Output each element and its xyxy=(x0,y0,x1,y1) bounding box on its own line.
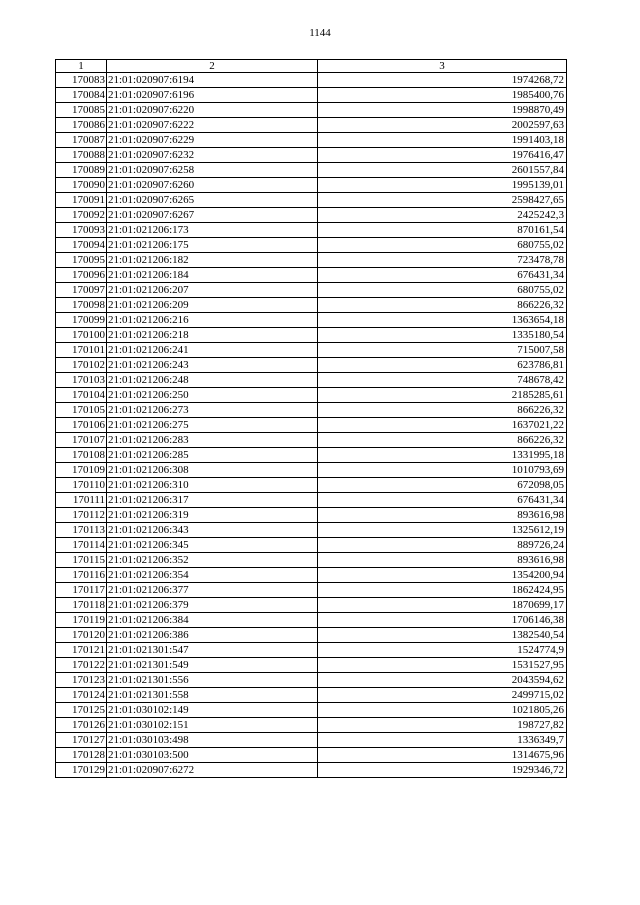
table-row xyxy=(56,358,567,373)
table-row xyxy=(56,673,567,688)
cadastral-number-cell: 21:01:021206:310 xyxy=(107,478,318,493)
row-number-cell: 170125 xyxy=(56,703,107,718)
value-cell: 1985400,76 xyxy=(318,88,567,103)
cadastral-number-cell: 21:01:030102:149 xyxy=(107,703,318,718)
cadastral-number-cell: 21:01:021301:547 xyxy=(107,643,318,658)
value-cell: 866226,32 xyxy=(318,298,567,313)
value-cell: 672098,05 xyxy=(318,478,567,493)
table-row xyxy=(56,118,567,133)
value-cell: 2043594,62 xyxy=(318,673,567,688)
row-number-cell: 170113 xyxy=(56,523,107,538)
cadastral-number-cell: 21:01:021206:319 xyxy=(107,508,318,523)
cadastral-number-cell: 21:01:030103:498 xyxy=(107,733,318,748)
row-number-cell: 170119 xyxy=(56,613,107,628)
cadastral-number-cell: 21:01:021206:343 xyxy=(107,523,318,538)
row-number-cell: 170098 xyxy=(56,298,107,313)
table-row xyxy=(56,643,567,658)
row-number-cell: 170121 xyxy=(56,643,107,658)
table-row xyxy=(56,523,567,538)
row-number-cell: 170100 xyxy=(56,328,107,343)
value-cell: 1325612,19 xyxy=(318,523,567,538)
value-cell: 1998870,49 xyxy=(318,103,567,118)
column-header-3: 3 xyxy=(318,60,567,73)
row-number-cell: 170118 xyxy=(56,598,107,613)
cadastral-number-cell: 21:01:020907:6260 xyxy=(107,178,318,193)
value-cell: 748678,42 xyxy=(318,373,567,388)
row-number-cell: 170086 xyxy=(56,118,107,133)
table-row xyxy=(56,688,567,703)
table-row xyxy=(56,253,567,268)
row-number-cell: 170085 xyxy=(56,103,107,118)
cadastral-number-cell: 21:01:021301:549 xyxy=(107,658,318,673)
cadastral-number-cell: 21:01:021206:243 xyxy=(107,358,318,373)
table-row xyxy=(56,103,567,118)
table-row xyxy=(56,73,567,88)
row-number-cell: 170094 xyxy=(56,238,107,253)
table-row xyxy=(56,403,567,418)
value-cell: 623786,81 xyxy=(318,358,567,373)
cadastral-number-cell: 21:01:021206:173 xyxy=(107,223,318,238)
table-row xyxy=(56,388,567,403)
row-number-cell: 170097 xyxy=(56,283,107,298)
row-number-cell: 170101 xyxy=(56,343,107,358)
table-body xyxy=(56,73,567,778)
cadastral-number-cell: 21:01:020907:6272 xyxy=(107,763,318,778)
cadastral-number-cell: 21:01:021206:207 xyxy=(107,283,318,298)
value-cell: 866226,32 xyxy=(318,403,567,418)
cadastral-number-cell: 21:01:021206:345 xyxy=(107,538,318,553)
value-cell: 1021805,26 xyxy=(318,703,567,718)
table-row xyxy=(56,628,567,643)
table-row xyxy=(56,703,567,718)
row-number-cell: 170105 xyxy=(56,403,107,418)
cadastral-number-cell: 21:01:021206:241 xyxy=(107,343,318,358)
row-number-cell: 170108 xyxy=(56,448,107,463)
cadastral-number-cell: 21:01:021206:386 xyxy=(107,628,318,643)
cadastral-number-cell: 21:01:021206:216 xyxy=(107,313,318,328)
row-number-cell: 170116 xyxy=(56,568,107,583)
table-row xyxy=(56,718,567,733)
value-cell: 893616,98 xyxy=(318,553,567,568)
value-cell: 2598427,65 xyxy=(318,193,567,208)
table-row xyxy=(56,343,567,358)
cadastral-number-cell: 21:01:021206:317 xyxy=(107,493,318,508)
value-cell: 198727,82 xyxy=(318,718,567,733)
cadastral-number-cell: 21:01:021206:377 xyxy=(107,583,318,598)
value-cell: 715007,58 xyxy=(318,343,567,358)
value-cell: 1336349,7 xyxy=(318,733,567,748)
cadastral-number-cell: 21:01:021206:250 xyxy=(107,388,318,403)
value-cell: 1331995,18 xyxy=(318,448,567,463)
table-row xyxy=(56,313,567,328)
table-row xyxy=(56,658,567,673)
cadastral-number-cell: 21:01:021301:556 xyxy=(107,673,318,688)
table-row xyxy=(56,223,567,238)
table-row xyxy=(56,583,567,598)
table-row xyxy=(56,493,567,508)
table-header-row xyxy=(56,60,567,73)
cadastral-number-cell: 21:01:021206:308 xyxy=(107,463,318,478)
value-cell: 2499715,02 xyxy=(318,688,567,703)
value-cell: 1531527,95 xyxy=(318,658,567,673)
table-row xyxy=(56,763,567,778)
table-row xyxy=(56,88,567,103)
table-row xyxy=(56,553,567,568)
row-number-cell: 170089 xyxy=(56,163,107,178)
table-row xyxy=(56,478,567,493)
value-cell: 2601557,84 xyxy=(318,163,567,178)
row-number-cell: 170090 xyxy=(56,178,107,193)
cadastral-number-cell: 21:01:020907:6222 xyxy=(107,118,318,133)
cadastral-number-cell: 21:01:021206:384 xyxy=(107,613,318,628)
table-row xyxy=(56,538,567,553)
row-number-cell: 170126 xyxy=(56,718,107,733)
table-row xyxy=(56,283,567,298)
table-row xyxy=(56,208,567,223)
row-number-cell: 170109 xyxy=(56,463,107,478)
row-number-cell: 170102 xyxy=(56,358,107,373)
cadastral-number-cell: 21:01:021206:283 xyxy=(107,433,318,448)
row-number-cell: 170103 xyxy=(56,373,107,388)
row-number-cell: 170114 xyxy=(56,538,107,553)
cadastral-number-cell: 21:01:021206:248 xyxy=(107,373,318,388)
row-number-cell: 170115 xyxy=(56,553,107,568)
value-cell: 870161,54 xyxy=(318,223,567,238)
table-row xyxy=(56,733,567,748)
table-row xyxy=(56,238,567,253)
row-number-cell: 170088 xyxy=(56,148,107,163)
value-cell: 1995139,01 xyxy=(318,178,567,193)
value-cell: 1991403,18 xyxy=(318,133,567,148)
cadastral-number-cell: 21:01:021206:175 xyxy=(107,238,318,253)
row-number-cell: 170099 xyxy=(56,313,107,328)
table-row xyxy=(56,193,567,208)
value-cell: 1974268,72 xyxy=(318,73,567,88)
value-cell: 866226,32 xyxy=(318,433,567,448)
row-number-cell: 170092 xyxy=(56,208,107,223)
table-row xyxy=(56,328,567,343)
row-number-cell: 170110 xyxy=(56,478,107,493)
row-number-cell: 170084 xyxy=(56,88,107,103)
cadastral-number-cell: 21:01:021206:218 xyxy=(107,328,318,343)
row-number-cell: 170083 xyxy=(56,73,107,88)
value-cell: 723478,78 xyxy=(318,253,567,268)
cadastral-number-cell: 21:01:020907:6194 xyxy=(107,73,318,88)
cadastral-number-cell: 21:01:020907:6258 xyxy=(107,163,318,178)
cadastral-number-cell: 21:01:021206:273 xyxy=(107,403,318,418)
cadastral-number-cell: 21:01:021206:354 xyxy=(107,568,318,583)
table-row xyxy=(56,433,567,448)
row-number-cell: 170095 xyxy=(56,253,107,268)
value-cell: 676431,34 xyxy=(318,493,567,508)
value-cell: 1335180,54 xyxy=(318,328,567,343)
table-row xyxy=(56,598,567,613)
cadastral-number-cell: 21:01:021206:182 xyxy=(107,253,318,268)
row-number-cell: 170087 xyxy=(56,133,107,148)
cadastral-number-cell: 21:01:020907:6232 xyxy=(107,148,318,163)
value-cell: 680755,02 xyxy=(318,283,567,298)
table-row xyxy=(56,163,567,178)
table-row xyxy=(56,748,567,763)
row-number-cell: 170122 xyxy=(56,658,107,673)
value-cell: 2425242,3 xyxy=(318,208,567,223)
registry-table xyxy=(55,59,567,778)
table-row xyxy=(56,298,567,313)
value-cell: 889726,24 xyxy=(318,538,567,553)
value-cell: 1862424,95 xyxy=(318,583,567,598)
row-number-cell: 170123 xyxy=(56,673,107,688)
row-number-cell: 170111 xyxy=(56,493,107,508)
row-number-cell: 170117 xyxy=(56,583,107,598)
cadastral-number-cell: 21:01:021206:379 xyxy=(107,598,318,613)
value-cell: 1524774,9 xyxy=(318,643,567,658)
table-row xyxy=(56,178,567,193)
value-cell: 1314675,96 xyxy=(318,748,567,763)
table-row xyxy=(56,148,567,163)
table-row xyxy=(56,463,567,478)
row-number-cell: 170093 xyxy=(56,223,107,238)
value-cell: 1354200,94 xyxy=(318,568,567,583)
row-number-cell: 170128 xyxy=(56,748,107,763)
cadastral-number-cell: 21:01:021206:285 xyxy=(107,448,318,463)
table-row xyxy=(56,133,567,148)
row-number-cell: 170104 xyxy=(56,388,107,403)
value-cell: 2185285,61 xyxy=(318,388,567,403)
column-header-2: 2 xyxy=(107,60,318,73)
table-row xyxy=(56,568,567,583)
table-row xyxy=(56,508,567,523)
cadastral-number-cell: 21:01:021206:275 xyxy=(107,418,318,433)
cadastral-number-cell: 21:01:021206:184 xyxy=(107,268,318,283)
row-number-cell: 170124 xyxy=(56,688,107,703)
table-row xyxy=(56,448,567,463)
value-cell: 676431,34 xyxy=(318,268,567,283)
value-cell: 1637021,22 xyxy=(318,418,567,433)
row-number-cell: 170120 xyxy=(56,628,107,643)
row-number-cell: 170112 xyxy=(56,508,107,523)
value-cell: 1976416,47 xyxy=(318,148,567,163)
cadastral-number-cell: 21:01:021301:558 xyxy=(107,688,318,703)
cadastral-number-cell: 21:01:021206:352 xyxy=(107,553,318,568)
row-number-cell: 170107 xyxy=(56,433,107,448)
value-cell: 1363654,18 xyxy=(318,313,567,328)
value-cell: 2002597,63 xyxy=(318,118,567,133)
cadastral-number-cell: 21:01:020907:6265 xyxy=(107,193,318,208)
value-cell: 893616,98 xyxy=(318,508,567,523)
row-number-cell: 170129 xyxy=(56,763,107,778)
value-cell: 1870699,17 xyxy=(318,598,567,613)
table-row xyxy=(56,418,567,433)
row-number-cell: 170091 xyxy=(56,193,107,208)
value-cell: 1929346,72 xyxy=(318,763,567,778)
column-header-1: 1 xyxy=(56,60,107,73)
page-number: 1144 xyxy=(309,27,331,39)
cadastral-number-cell: 21:01:020907:6229 xyxy=(107,133,318,148)
value-cell: 680755,02 xyxy=(318,238,567,253)
row-number-cell: 170106 xyxy=(56,418,107,433)
row-number-cell: 170127 xyxy=(56,733,107,748)
value-cell: 1706146,38 xyxy=(318,613,567,628)
cadastral-number-cell: 21:01:020907:6220 xyxy=(107,103,318,118)
cadastral-number-cell: 21:01:020907:6267 xyxy=(107,208,318,223)
value-cell: 1382540,54 xyxy=(318,628,567,643)
cadastral-number-cell: 21:01:030103:500 xyxy=(107,748,318,763)
cadastral-number-cell: 21:01:030102:151 xyxy=(107,718,318,733)
table-row xyxy=(56,268,567,283)
table-row xyxy=(56,373,567,388)
cadastral-number-cell: 21:01:021206:209 xyxy=(107,298,318,313)
table-row xyxy=(56,613,567,628)
row-number-cell: 170096 xyxy=(56,268,107,283)
value-cell: 1010793,69 xyxy=(318,463,567,478)
cadastral-number-cell: 21:01:020907:6196 xyxy=(107,88,318,103)
